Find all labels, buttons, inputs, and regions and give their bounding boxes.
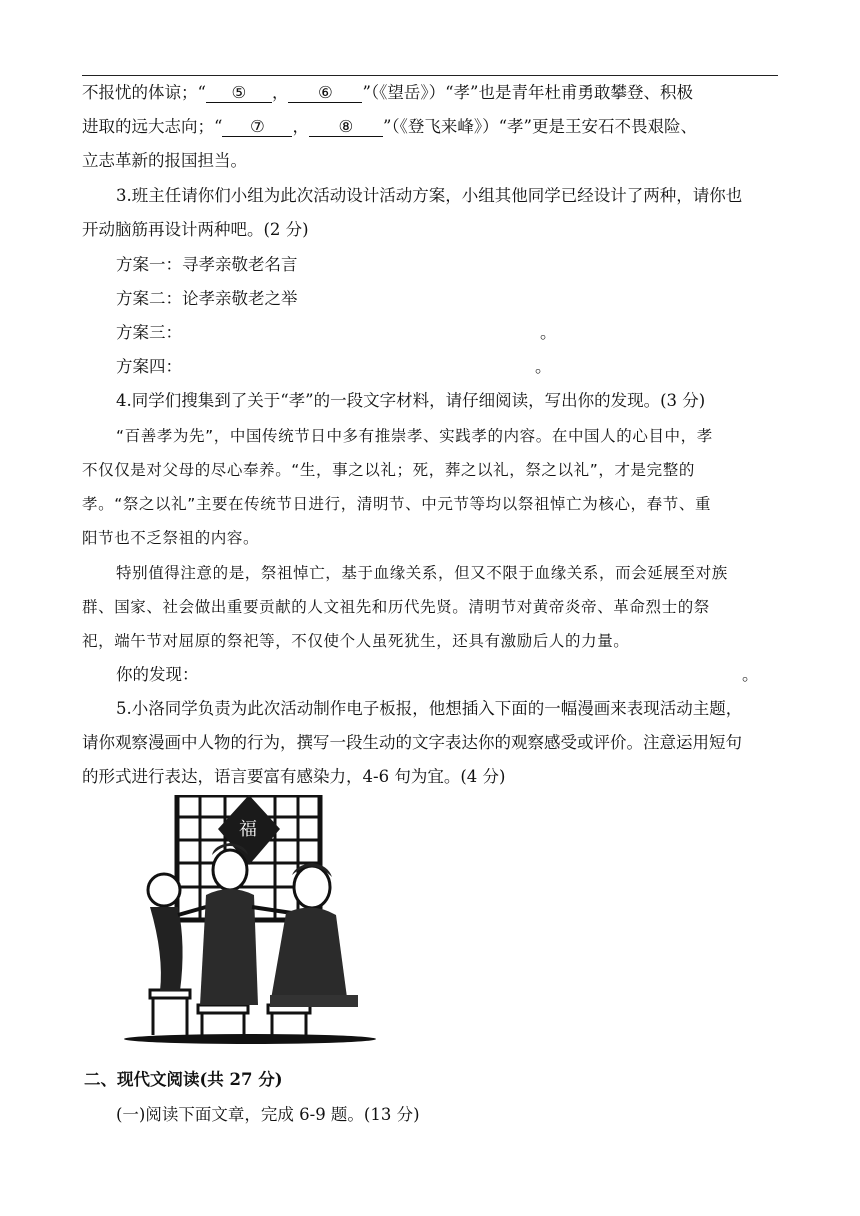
plan-4-label: 方案四： [116, 357, 182, 376]
q3-prompt-line-1: 3.班主任请你们小组为此次活动设计活动方案，小组其他同学已经设计了两种，请你也 [116, 186, 743, 205]
plan-3-label: 方案三： [116, 323, 182, 342]
section-2-subtitle: (一)阅读下面文章，完成 6-9 题。(13 分) [116, 1105, 420, 1124]
plan-2: 方案二：论孝亲敬老之举 [116, 289, 298, 308]
top-rule [82, 75, 778, 76]
plan-3-period: 。 [540, 323, 557, 342]
material-p2-line-2: 群、国家、社会做出重要贡献的人文祖先和历代先贤。清明节对黄帝炎帝、革命烈士的祭 [82, 598, 710, 616]
material-p2-line-3: 祀，端午节对屈原的祭祀等，不仅使个人虽死犹生，还具有激励后人的力量。 [82, 632, 630, 650]
intro-text: ”（《登飞来峰》）“孝”更是王安石不畏艰险、 [382, 117, 697, 136]
material-p1-line-1: “百善孝为先”，中国传统节日中多有推崇孝、实践孝的内容。在中国人的心目中，孝 [116, 427, 713, 445]
finding-period: 。 [742, 665, 759, 684]
intro-text: 进取的远大志向；“ [82, 117, 223, 136]
material-p2-line-1: 特别值得注意的是，祭祖悼亡，基于血缘关系，但又不限于血缘关系，而会延展至对族 [116, 564, 728, 582]
intro-text: 不报忧的体谅；“ [82, 83, 206, 102]
blank-8[interactable]: ⑧ [309, 118, 383, 137]
material-p1-line-4: 阳节也不乏祭祖的内容。 [82, 529, 260, 547]
intro-line-2 [82, 116, 782, 138]
blank-5[interactable]: ⑤ [206, 84, 272, 103]
separator: ， [292, 117, 309, 136]
finding-label: 你的发现： [116, 665, 199, 684]
intro-line-1 [82, 82, 782, 104]
fu-character: 福 [239, 819, 257, 840]
q5-prompt-line-3: 的形式进行表达，语言要富有感染力，4-6 句为宜。(4 分) [82, 767, 506, 786]
material-p1-line-2: 不仅仅是对父母的尽心奉养。“生，事之以礼；死，葬之以礼，祭之以礼”，才是完整的 [82, 461, 695, 479]
q5-prompt-line-1: 5.小洛同学负责为此次活动制作电子板报，他想插入下面的一幅漫画来表现活动主题， [116, 699, 743, 718]
plan-4-period: 。 [535, 357, 552, 376]
q5-prompt-line-2: 请你观察漫画中人物的行为，撰写一段生动的文字表达你的观察感受或评价。注意运用短句 [82, 733, 742, 752]
separator: ， [271, 83, 289, 102]
section-2-title: 二、现代文阅读(共 27 分) [84, 1070, 283, 1089]
blank-6[interactable]: ⑥ [288, 84, 362, 103]
intro-line-3: 立志革新的报国担当。 [82, 151, 247, 170]
cartoon-illustration [120, 795, 378, 1045]
q4-prompt: 4.同学们搜集到了关于“孝”的一段文字材料，请仔细阅读，写出你的发现。(3 分) [116, 391, 706, 410]
q3-prompt-line-2: 开动脑筋再设计两种吧。(2 分) [82, 220, 309, 239]
blank-7[interactable]: ⑦ [222, 118, 292, 137]
material-p1-line-3: 孝。“祭之以礼”主要在传统节日进行，清明节、中元节等均以祭祖悼亡为核心，春节、重 [82, 495, 712, 513]
intro-text: ”（《望岳》）“孝”也是青年杜甫勇敢攀登、积极 [362, 83, 693, 102]
plan-1: 方案一：寻孝亲敬老名言 [116, 255, 298, 274]
